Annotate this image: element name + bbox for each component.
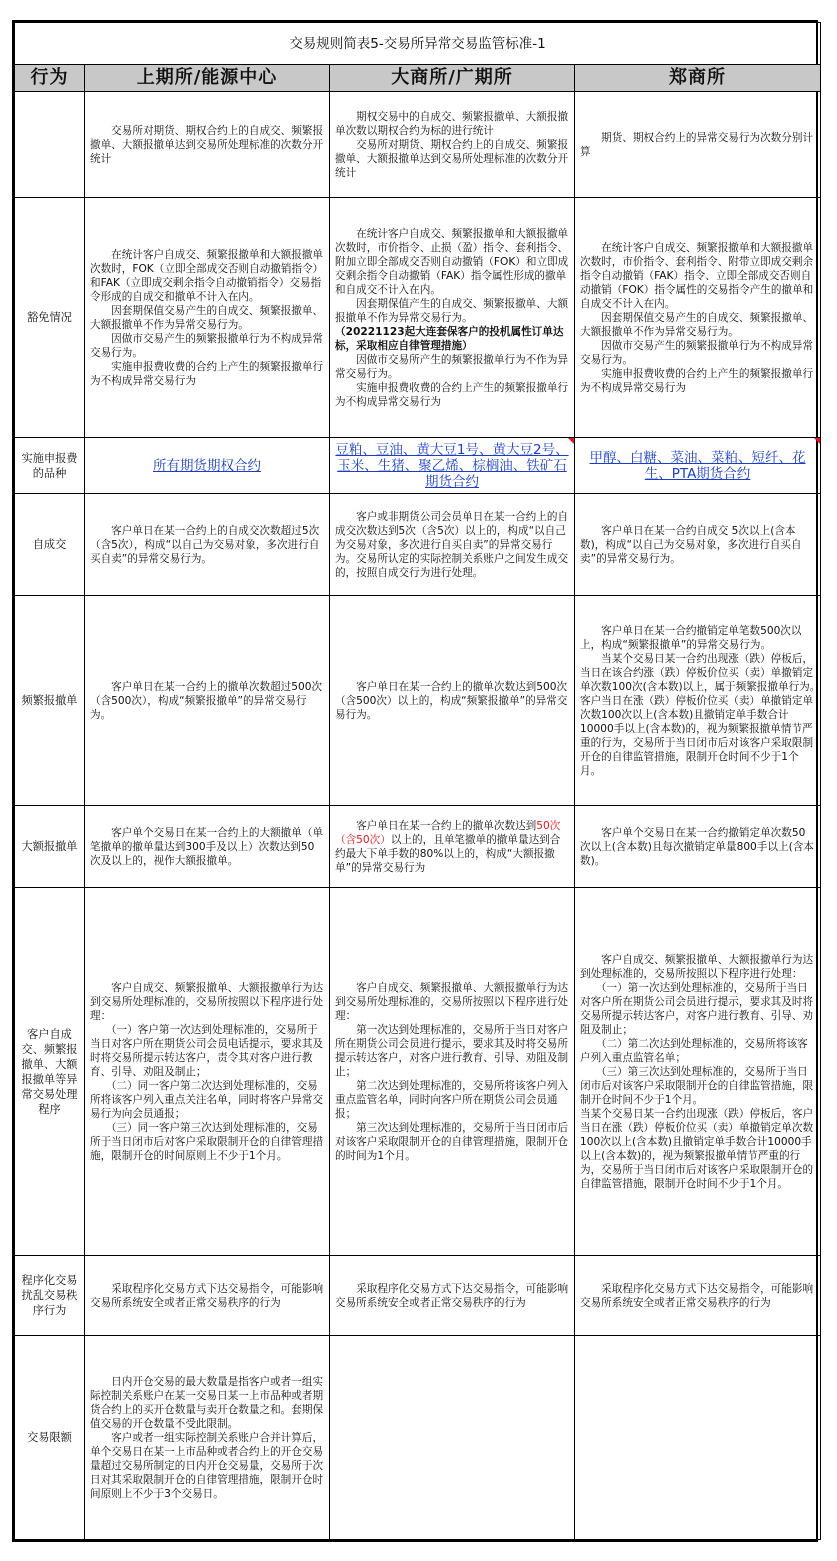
row-exemption [15,198,821,438]
comment-marker-icon [814,438,820,444]
cell-dce: 客户或非期货公司会员单日在某一合约上的自成交次数达到5次（含5次）以上的，构成“以自己为交易对象，多次进行自买自卖”的异常交易行为。交易所认定的实际控制关系账户之间发生成交的，按照自成交行为进行处理。 [330,494,575,596]
cell-dce-part1: 期权交易中的自成交、频繁报撤单、大额报撤单次数以期权合约为标的进行统计 [335,110,569,137]
row-algo-trading [15,1256,821,1336]
cell-dce [330,198,575,438]
row-label: 自成交 [15,494,85,596]
comment-marker-icon [568,438,574,444]
row-label [15,92,85,198]
cell-dce [330,438,575,494]
rules-table [14,22,821,1540]
cell-czce: 客户单日在某一合约撤销定单笔数500次以上，构成“频繁报撤单”的异常交易行为。 当某个交易日某一合约出现涨（跌）停板后，当日在该合约涨（跌）停板价位买（卖）单撤销定单次数100次(含本数)以上，属于频繁报撤单行为。 客户当日在涨（跌）停板价位买（卖）单撤销定单次数100次以上(含本数)且撤销定单手数合计10000手以上(含本数)的，视为频繁报撤单情节严重的行为，交易所于当日闭市后对该客户采取限制开仓的自律监管措施，限制开仓时间不少于1个月。 [575,596,821,806]
cell-shfe: 在统计客户自成交、频繁报撤单和大额报撤单次数时，FOK（立即全部成交否则自动撤销指令）和FAK（立即成交剩余指令自动撤销指令）交易指令形成的自成交和撤单不计入在内。 因套期保值交易产生的自成交、频繁报撤单、大额报撤单不作为异常交易行为。 因做市交易产生的频繁报撤单行为不构成异常交易行为。 实施申报费收费的合约上产生的频繁报撤单行为不构成异常交易行为 [85,198,330,438]
row-trading-limit [15,1336,821,1540]
cell-czce: 客户单个交易日在某一合约撤销定单次数50次以上(含本数)且每次撤销定单量800手以上(含本数)。 [575,806,821,888]
cell-shfe: 日内开仓交易的最大数量是指客户或者一组实际控制关系账户在某一交易日某一上市品种或者期货合约上的买开仓数量与卖开仓数量之和。套期保值交易的开仓数量不受此限制。 客户或者一组实际控制关系账户合并计算后，单个交易日在某一上市品种或者合约上的开仓交易量超过交易所制定的日内开仓交易量，交易所于次日对其采取限制开仓的自律管理措施，限制开仓时间原则上不少于3个交易日。 [85,1336,330,1540]
header-czce: 郑商所 [575,65,821,92]
row-label: 实施申报费的品种 [15,438,85,494]
cell-czce: 期货、期权合约上的异常交易行为次数分别计算 [575,92,821,198]
cell-shfe: 交易所对期货、期权合约上的自成交、频繁报撤单、大额报撤单达到交易所处理标准的次数分开统计 [85,92,330,198]
cell-dce [330,92,575,198]
czce-products-link[interactable]: 甲醇、白糖、菜油、菜粕、短纤、花生、PTA期货合约 [589,449,806,482]
cell-dce-part1: 在统计客户自成交、频繁报撤单和大额报撤单次数时，市价指令、止损（盈）指令、套利指令、附加立即全部成交否则自动撤销（FOK）和立即成交剩余指令自动撤销（FAK）指令属性形成的撤单和自成交不计入在内。 因套期保值产生的自成交、频繁报撤单、大额报撤单不作为异常交易行为。 [335,227,569,324]
row-self-trade [15,494,821,596]
cell-shfe: 采取程序化交易方式下达交易指令，可能影响交易所系统安全或者正常交易秩序的行为 [85,1256,330,1336]
cell-dce [330,806,575,888]
row-large-cancel [15,806,821,888]
cell-dce-text: 以上的，且单笔撤单的撤单量达到合约最大下单手数的80%以上的，构成“大额报撤单”的异常交易行为 [335,833,561,874]
cell-dce-text: 客户单日在某一合约上的撤单次数达到 [335,819,537,832]
cell-czce [575,438,821,494]
hedge-note-bold: （20221123起大连套保客户的投机属性订单达标，采取相应自律管理措施） [335,325,564,352]
cell-dce: 采取程序化交易方式下达交易指令，可能影响交易所系统安全或者正常交易秩序的行为 [330,1256,575,1336]
table-title: 交易规则简表5-交易所异常交易监管标准-1 [15,23,821,65]
row-label: 交易限额 [15,1336,85,1540]
cell-dce: 客户自成交、频繁报撤单、大额报撤单行为达到交易所处理标准的，交易所按照以下程序进行处理： 第一次达到处理标准的，交易所于当日对客户所在期货公司会员进行提示，要求其及时将交易所提示转达客户，对客户进行教育、引导、劝阻及制止； 第二次达到处理标准的，交易所将该客户列入重点监管名单，同时向客户所在期货公司会员通报； 第三次达到处理标准的，交易所于当日闭市后对该客户采取限制开仓的自律管理措施，限制开仓的时间为1个月。 [330,888,575,1256]
row-declaration-fee [15,438,821,494]
row-label: 程序化交易扰乱交易秩序行为 [15,1256,85,1336]
rules-table-container [12,20,818,1542]
row-label: 大额报撤单 [15,806,85,888]
row-label: 频繁报撤单 [15,596,85,806]
cell-czce: 在统计客户自成交、频繁报撤单和大额报撤单次数时，市价指令、套利指令、附带立即成交剩余指令自动撤销（FAK）指令、立即全部成交否则自动撤销（FOK）指令属性的交易指令产生的撤单和自成交不计入在内。 因套期保值交易产生的自成交、频繁报撤单、大额报撤单不作为异常交易行为。 因做市交易产生的频繁报撤单行为不构成异常交易行为。 实施申报费收费的合约上产生的频繁报撤单行为不构成异常交易行为 [575,198,821,438]
header-behavior: 行为 [15,65,85,92]
dce-products-link[interactable]: 豆粕、豆油、黄大豆1号、黄大豆2号、玉米、生猪、聚乙烯、棕榈油、铁矿石期货合约 [335,441,569,490]
cell-czce: 客户单日在某一合约自成交 5次以上(含本数)，构成“以自己为交易对象，多次进行自买自卖”的异常交易行为。 [575,494,821,596]
cell-shfe [85,438,330,494]
header-shfe: 上期所/能源中心 [85,65,330,92]
shfe-products-link[interactable]: 所有期货期权合约 [153,457,261,474]
row-statistics [15,92,821,198]
cell-dce-part2: 因做市交易所产生的频繁报撤单行为不作为异常交易行为。 实施申报费收费的合约上产生的频繁报撤单行为不构成异常交易行为 [335,353,569,408]
cell-dce: 客户单日在某一合约上的撤单次数达到500次（含500次）以上的，构成“频繁报撤单”的异常交易行为。 [330,596,575,806]
cell-shfe: 客户单日在某一合约上的自成交次数超过5次（含5次），构成“以自己为交易对象，多次进行自买自卖”的异常交易行为。 [85,494,330,596]
cell-shfe: 客户自成交、频繁报撤单、大额报撤单行为达到交易所处理标准的，交易所按照以下程序进行处理： （一）客户第一次达到处理标准的，交易所于当日对客户所在期货公司会员电话提示，要求其及时将交易所提示转达客户，责令其对客户进行教育、引导、劝阻及制止； （二）同一客户第二次达到处理标准的，交易所将该客户列入重点关注名单，同时将客户异常交易行为向会员通报； （三）同一客户第三次达到处理标准的，交易所于当日闭市后对客户采取限制开仓的自律管理措施，限制开仓的时间原则上不少于1个月。 [85,888,330,1256]
row-label: 豁免情况 [15,198,85,438]
cell-czce: 采取程序化交易方式下达交易指令，可能影响交易所系统安全或者正常交易秩序的行为 [575,1256,821,1336]
cell-shfe: 客户单日在某一合约上的撤单次数超过500次（含500次），构成“频繁报撤单”的异常交易行为。 [85,596,330,806]
cell-shfe: 客户单个交易日在某一合约上的大额撤单（单笔撤单的撤单量达到300手及以上）次数达到50次及以上的，视作大额报撤单。 [85,806,330,888]
cell-dce [330,1336,575,1540]
cell-czce [575,1336,821,1540]
threshold-highlight: 50次（含50次） [335,819,561,846]
row-frequent-cancel [15,596,821,806]
row-label: 客户自成交、频繁报撤单、大额报撤单等异常交易处理程序 [15,888,85,1256]
cell-dce-part2: 交易所对期货、期权合约上的自成交、频繁报撤单、大额报撤单达到交易所处理标准的次数分开统计 [335,138,569,179]
cell-czce: 客户自成交、频繁报撤单、大额报撤单行为达到处理标准的，交易所按照以下程序进行处理： （一）第一次达到处理标准的，交易所于当日对客户所在期货公司会员进行提示，要求其及时将交易所提示转达客户，对客户进行教育、引导、劝阻及制止； （二）第二次达到处理标准的，交易所将该客户列入重点监管名单； （三）第三次达到处理标准的，交易所于当日闭市后对该客户采取限制开仓的自律监管措施，限制开仓时间不少于1个月。 当某个交易日某一合约出现涨（跌）停板后，客户当日在涨（跌）停板价位买（卖）单撤销定单次数100次以上(含本数)且撤销定单手数合计10000手以上(含本数)的，视为频繁报撤单情节严重的行为，交易所于当日闭市后对该客户采取限制开仓的自律监管措施，限制开仓时间不少于1个月。 [575,888,821,1256]
row-handling-procedure [15,888,821,1256]
header-dce: 大商所/广期所 [330,65,575,92]
